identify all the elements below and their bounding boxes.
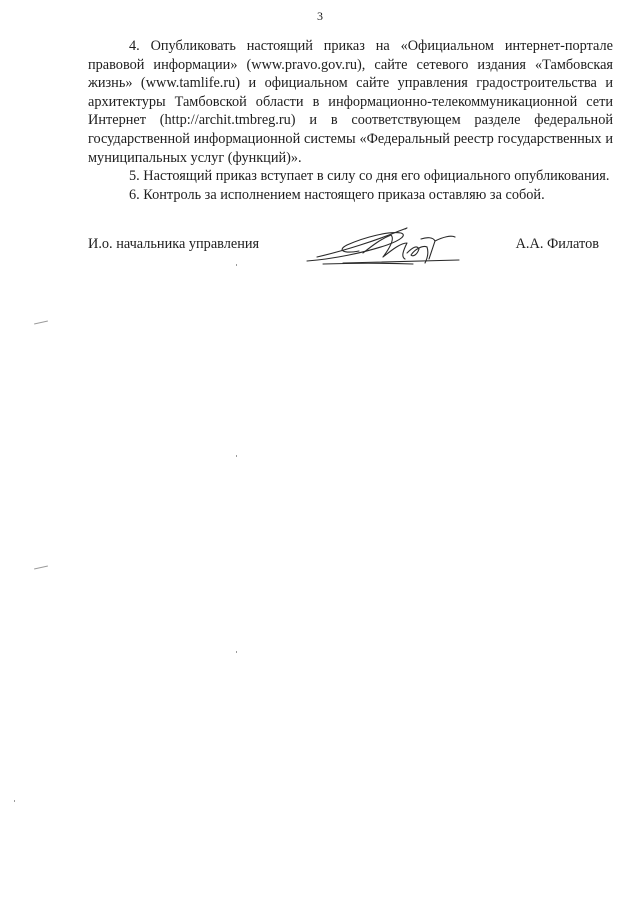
- scan-mark: [236, 455, 237, 457]
- order-body: [88, 37, 613, 204]
- scan-mark: [236, 651, 237, 653]
- paragraph-control: 6. Контроль за исполнением настоящего приказа оставляю за собой.: [129, 186, 545, 203]
- scan-mark: [34, 321, 48, 325]
- page-number: 3: [317, 9, 323, 23]
- scan-mark: [14, 800, 15, 802]
- paragraph-entry-into-force: 5. Настоящий приказ вступает в силу со дня его официального опубликования.: [129, 168, 610, 185]
- signature-block: [88, 236, 613, 276]
- handwritten-signature: [303, 223, 463, 269]
- signer-name: А.А. Филатов: [515, 236, 599, 252]
- scan-mark: [236, 264, 237, 266]
- scan-mark: [34, 566, 48, 570]
- signer-title: И.о. начальника управления: [88, 236, 260, 252]
- paragraph-publication: 4. Опубликовать настоящий приказ на «Официальном интернет-портале правовой информации» (www.pravo.gov.ru), сайте сетевого издания «Тамбовская жизнь» (www.tamlife.ru) и официальном сайте управления градостроительства и архитектуры Тамбовской области в информационно-телекоммуникационной сети Интернет (http://archit.tmbreg.ru) и в соответствующем разделе федеральной государственной информационной системы «Федеральный реестр государственных и муниципальных услуг (функций)».: [88, 38, 613, 166]
